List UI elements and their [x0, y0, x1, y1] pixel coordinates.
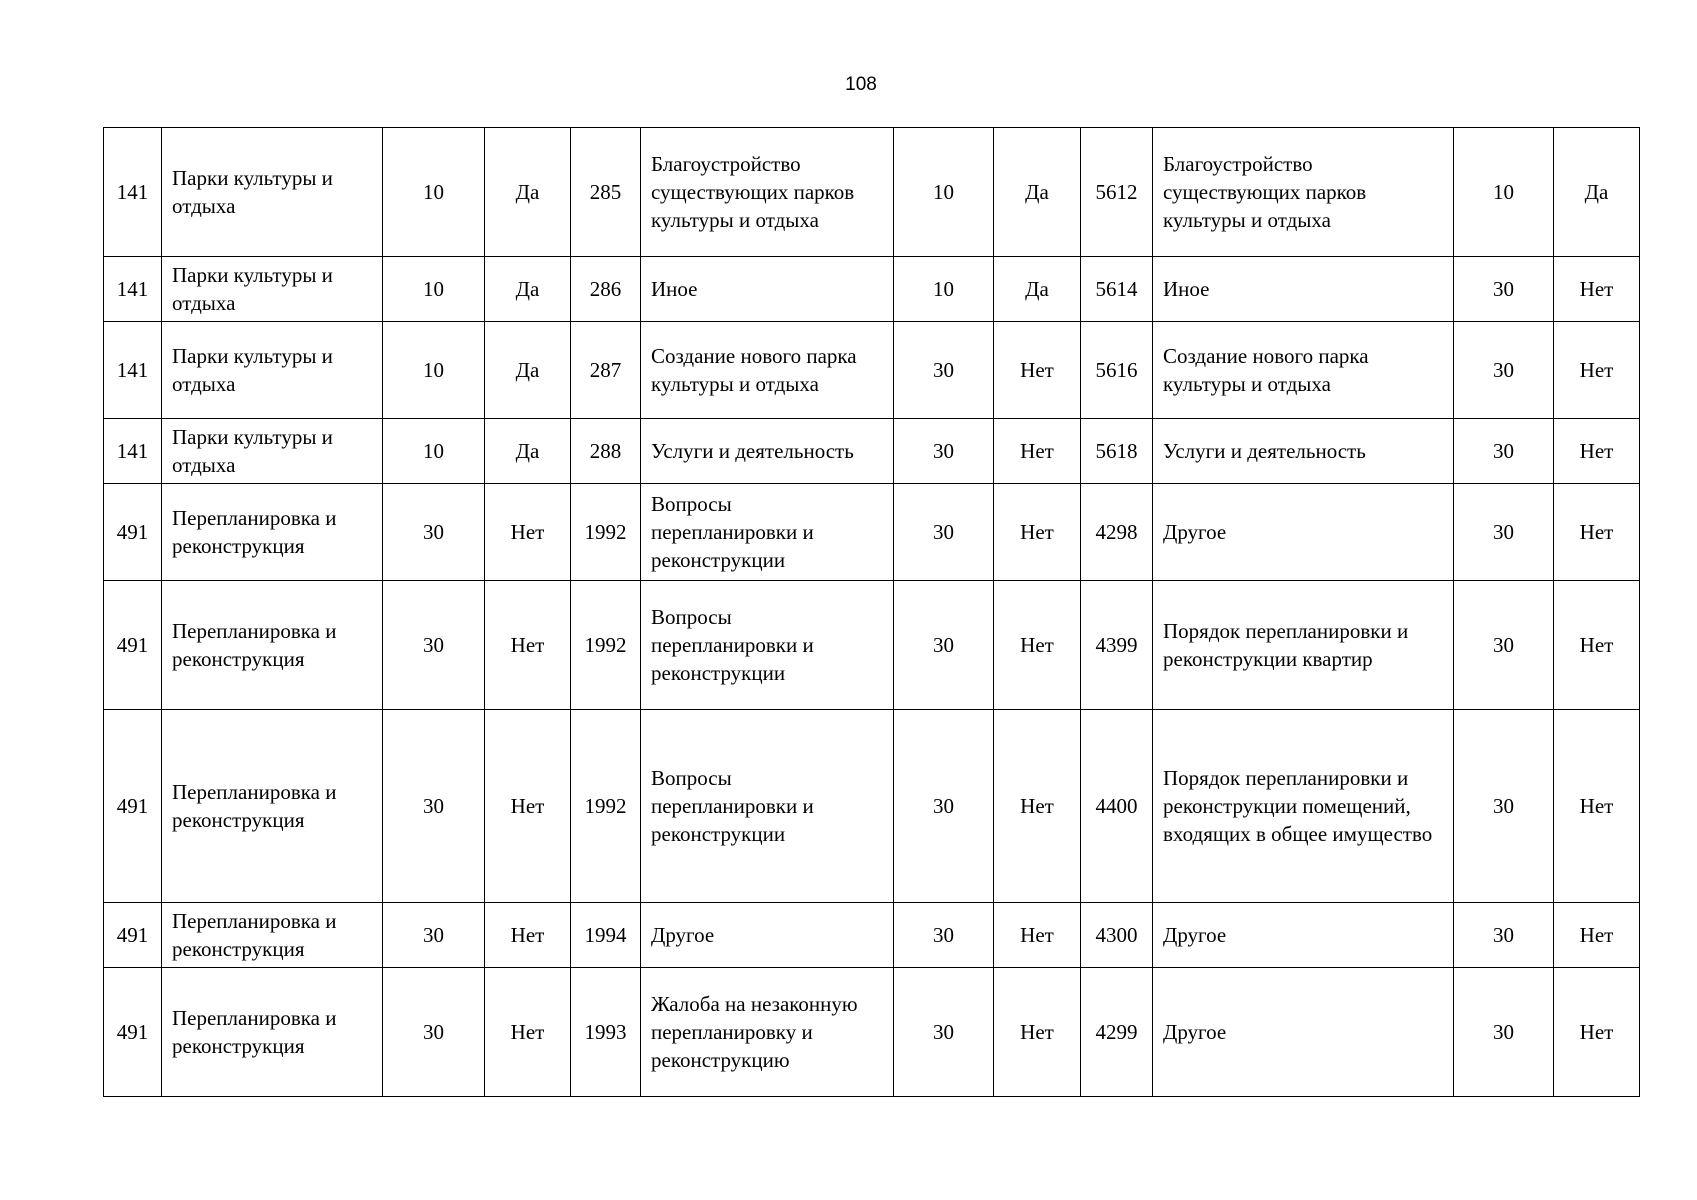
row-item-name: Создание нового парка культуры и отдыха [1153, 322, 1454, 419]
row-flag-3: Нет [1554, 903, 1640, 968]
row-item-name: Другое [1153, 903, 1454, 968]
row-value-1: 10 [383, 257, 485, 322]
row-flag-1: Нет [485, 581, 571, 710]
row-subcategory-code: 287 [571, 322, 641, 419]
row-value-2: 30 [894, 484, 994, 581]
row-flag-1: Да [485, 419, 571, 484]
row-category: Перепланировка и реконструкция [162, 581, 383, 710]
row-subcategory-code: 286 [571, 257, 641, 322]
row-item-code: 4400 [1081, 710, 1153, 903]
row-flag-2: Нет [994, 581, 1081, 710]
row-flag-2: Да [994, 128, 1081, 257]
table-row [104, 710, 1640, 903]
table-row [104, 484, 1640, 581]
row-code: 491 [104, 581, 162, 710]
row-subcategory-name: Благоустройство существующих парков культуры и отдыха [641, 128, 894, 257]
row-subcategory-code: 285 [571, 128, 641, 257]
row-item-name: Другое [1153, 484, 1454, 581]
row-subcategory-code: 1994 [571, 903, 641, 968]
row-value-3: 30 [1454, 968, 1554, 1097]
row-flag-3: Нет [1554, 419, 1640, 484]
row-flag-2: Нет [994, 322, 1081, 419]
row-value-2: 30 [894, 903, 994, 968]
row-code: 141 [104, 128, 162, 257]
row-code: 141 [104, 322, 162, 419]
row-item-code: 5618 [1081, 419, 1153, 484]
row-subcategory-code: 1993 [571, 968, 641, 1097]
table-body [104, 128, 1640, 1097]
row-subcategory-name: Иное [641, 257, 894, 322]
row-code: 491 [104, 903, 162, 968]
row-flag-1: Нет [485, 903, 571, 968]
row-subcategory-code: 1992 [571, 484, 641, 581]
row-flag-3: Да [1554, 128, 1640, 257]
row-value-3: 30 [1454, 710, 1554, 903]
row-flag-3: Нет [1554, 484, 1640, 581]
row-item-code: 4299 [1081, 968, 1153, 1097]
row-flag-3: Нет [1554, 710, 1640, 903]
row-item-code: 4298 [1081, 484, 1153, 581]
table-row [104, 322, 1640, 419]
row-value-2: 30 [894, 581, 994, 710]
row-flag-3: Нет [1554, 257, 1640, 322]
row-value-3: 30 [1454, 257, 1554, 322]
row-flag-1: Нет [485, 968, 571, 1097]
row-value-1: 10 [383, 419, 485, 484]
row-value-1: 10 [383, 322, 485, 419]
row-flag-2: Нет [994, 710, 1081, 903]
row-value-1: 10 [383, 128, 485, 257]
row-subcategory-name: Создание нового парка культуры и отдыха [641, 322, 894, 419]
row-category: Перепланировка и реконструкция [162, 484, 383, 581]
page-number: 108 [845, 74, 877, 95]
row-code: 491 [104, 968, 162, 1097]
row-flag-2: Нет [994, 484, 1081, 581]
classifier-table [103, 127, 1640, 1097]
row-subcategory-name: Услуги и деятельность [641, 419, 894, 484]
row-flag-2: Нет [994, 419, 1081, 484]
row-item-name: Порядок перепланировки и реконструкции квартир [1153, 581, 1454, 710]
row-flag-3: Нет [1554, 968, 1640, 1097]
row-category: Парки культуры и отдыха [162, 128, 383, 257]
row-code: 141 [104, 257, 162, 322]
row-value-1: 30 [383, 968, 485, 1097]
row-item-code: 5614 [1081, 257, 1153, 322]
table-row [104, 903, 1640, 968]
row-value-1: 30 [383, 903, 485, 968]
row-flag-1: Нет [485, 484, 571, 581]
row-value-3: 30 [1454, 581, 1554, 710]
row-subcategory-code: 1992 [571, 710, 641, 903]
row-value-3: 30 [1454, 419, 1554, 484]
row-item-name: Услуги и деятельность [1153, 419, 1454, 484]
row-code: 141 [104, 419, 162, 484]
row-value-1: 30 [383, 484, 485, 581]
row-flag-2: Да [994, 257, 1081, 322]
row-flag-2: Нет [994, 968, 1081, 1097]
row-item-code: 4399 [1081, 581, 1153, 710]
row-flag-3: Нет [1554, 581, 1640, 710]
row-value-1: 30 [383, 710, 485, 903]
table-row [104, 968, 1640, 1097]
row-item-name: Благоустройство существующих парков культуры и отдыха [1153, 128, 1454, 257]
row-flag-1: Да [485, 322, 571, 419]
row-value-2: 10 [894, 128, 994, 257]
table-row [104, 419, 1640, 484]
row-flag-1: Да [485, 128, 571, 257]
row-category: Перепланировка и реконструкция [162, 710, 383, 903]
row-value-3: 30 [1454, 322, 1554, 419]
row-value-2: 30 [894, 968, 994, 1097]
row-category: Парки культуры и отдыха [162, 322, 383, 419]
row-flag-2: Нет [994, 903, 1081, 968]
row-category: Перепланировка и реконструкция [162, 968, 383, 1097]
row-subcategory-name: Вопросы перепланировки и реконструкции [641, 484, 894, 581]
row-value-2: 30 [894, 419, 994, 484]
row-value-1: 30 [383, 581, 485, 710]
row-item-name: Другое [1153, 968, 1454, 1097]
row-value-3: 10 [1454, 128, 1554, 257]
row-value-3: 30 [1454, 484, 1554, 581]
row-flag-3: Нет [1554, 322, 1640, 419]
row-subcategory-code: 288 [571, 419, 641, 484]
row-value-3: 30 [1454, 903, 1554, 968]
row-category: Парки культуры и отдыха [162, 419, 383, 484]
row-value-2: 30 [894, 322, 994, 419]
row-category: Парки культуры и отдыха [162, 257, 383, 322]
table-row [104, 257, 1640, 322]
table-row [104, 128, 1640, 257]
row-item-code: 5616 [1081, 322, 1153, 419]
row-subcategory-name: Вопросы перепланировки и реконструкции [641, 710, 894, 903]
row-value-2: 30 [894, 710, 994, 903]
row-item-code: 4300 [1081, 903, 1153, 968]
row-value-2: 10 [894, 257, 994, 322]
row-category: Перепланировка и реконструкция [162, 903, 383, 968]
row-subcategory-name: Жалоба на незаконную перепланировку и реконструкцию [641, 968, 894, 1097]
row-item-name: Порядок перепланировки и реконструкции помещений, входящих в общее имущество [1153, 710, 1454, 903]
row-code: 491 [104, 710, 162, 903]
row-subcategory-code: 1992 [571, 581, 641, 710]
row-code: 491 [104, 484, 162, 581]
row-flag-1: Да [485, 257, 571, 322]
row-subcategory-name: Вопросы перепланировки и реконструкции [641, 581, 894, 710]
table-row [104, 581, 1640, 710]
row-item-name: Иное [1153, 257, 1454, 322]
row-subcategory-name: Другое [641, 903, 894, 968]
row-item-code: 5612 [1081, 128, 1153, 257]
row-flag-1: Нет [485, 710, 571, 903]
